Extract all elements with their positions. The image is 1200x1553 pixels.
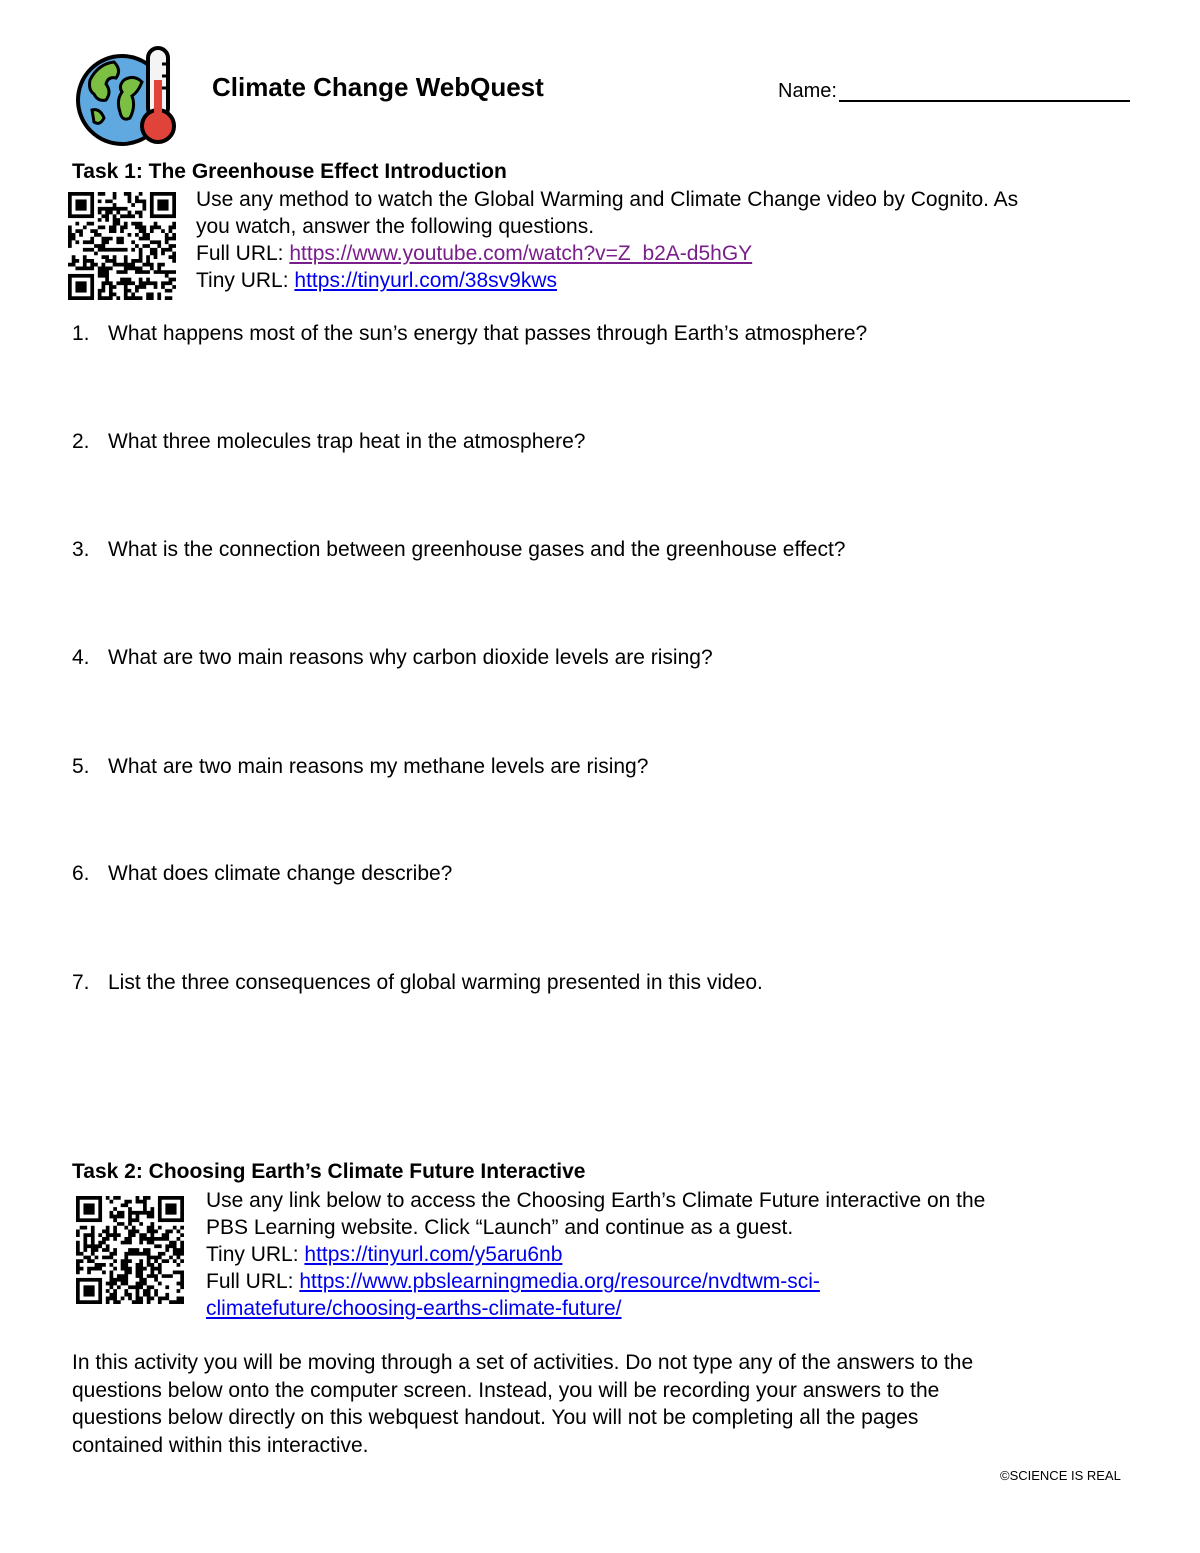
task2-tiny-url-link[interactable]: https://tinyurl.com/y5aru6nb (304, 1243, 563, 1266)
task1-full-url-link[interactable]: https://www.youtube.com/watch?v=Z_b2A-d5hGY (289, 242, 753, 265)
task2-instructions (206, 1187, 985, 1322)
worksheet-title: Climate Change WebQuest (212, 72, 544, 102)
paragraph-line: questions below directly on this webquest handout. You will not be completing all the pages (72, 1406, 919, 1429)
task1-tiny-url-row (196, 267, 1018, 294)
globe-thermometer-icon (72, 40, 184, 152)
question-item: 6. What does climate change describe? (72, 862, 453, 885)
task2-full-url-row (206, 1268, 985, 1295)
task1-full-url-row (196, 240, 1018, 267)
task1-intro-line-1: Use any method to watch the Global Warming and Climate Change video by Cognito. As (196, 188, 1019, 211)
full-url-label: Full URL: (196, 242, 290, 265)
tiny-url-label: Tiny URL: (206, 1243, 305, 1266)
task2-paragraph (72, 1349, 1132, 1459)
qr-code-icon (68, 192, 176, 300)
question-item: 3. What is the connection between greenhouse gases and the greenhouse effect? (72, 538, 846, 561)
paragraph-line: contained within this interactive. (72, 1433, 369, 1457)
question-item: 5. What are two main reasons my methane levels are rising? (72, 755, 649, 778)
task2-full-url-link-part2[interactable]: climatefuture/choosing-earths-climate-future/ (206, 1297, 622, 1320)
tiny-url-label: Tiny URL: (196, 269, 295, 292)
task2-full-url-link-part1[interactable]: https://www.pbslearningmedia.org/resource/nvdtwm-sci- (299, 1270, 820, 1293)
task2-tiny-url-row (206, 1241, 985, 1268)
task1-instructions (196, 186, 1018, 294)
task1-intro-line-2: you watch, answer the following questions. (196, 215, 595, 238)
task1-heading: Task 1: The Greenhouse Effect Introduction (72, 160, 507, 183)
copyright-footer: ©SCIENCE IS REAL (1000, 1468, 1121, 1483)
task2-intro-line-1: Use any link below to access the Choosing Earth’s Climate Future interactive on the (206, 1189, 986, 1212)
question-text: What happens most of the sun’s energy that passes through Earth’s atmosphere? (108, 322, 868, 345)
task2-heading: Task 2: Choosing Earth’s Climate Future Interactive (72, 1160, 586, 1183)
name-label: Name: (778, 80, 837, 102)
full-url-label: Full URL: (206, 1270, 300, 1293)
paragraph-line: In this activity you will be moving through a set of activities. Do not type any of the answers to the (72, 1351, 974, 1374)
name-field-line[interactable] (839, 100, 1130, 102)
question-item: 1. What happens most of the sun’s energy that passes through Earth’s atmosphere? (72, 322, 868, 345)
task2-full-url-row-cont (206, 1295, 985, 1322)
task1-tiny-url-link[interactable]: https://tinyurl.com/38sv9kws (294, 269, 558, 292)
qr-code-icon (76, 1196, 184, 1304)
question-item: 2. What three molecules trap heat in the atmosphere? (72, 430, 586, 453)
paragraph-line: questions below onto the computer screen. Instead, you will be recording your answers to the (72, 1378, 940, 1402)
question-text: What three molecules trap heat in the atmosphere? (108, 430, 586, 453)
question-text: What is the connection between greenhouse gases and the greenhouse effect? (108, 538, 846, 561)
question-item: 4. What are two main reasons why carbon dioxide levels are rising? (72, 646, 713, 669)
question-text: What are two main reasons why carbon dioxide levels are rising? (108, 646, 713, 669)
task2-intro-line-2: PBS Learning website. Click “Launch” and continue as a guest. (206, 1216, 794, 1239)
question-item: 7. List the three consequences of global warming presented in this video. (72, 971, 763, 994)
question-text: What are two main reasons my methane levels are rising? (108, 755, 649, 778)
question-text: What does climate change describe? (108, 862, 453, 885)
question-text: List the three consequences of global warming presented in this video. (108, 971, 763, 994)
